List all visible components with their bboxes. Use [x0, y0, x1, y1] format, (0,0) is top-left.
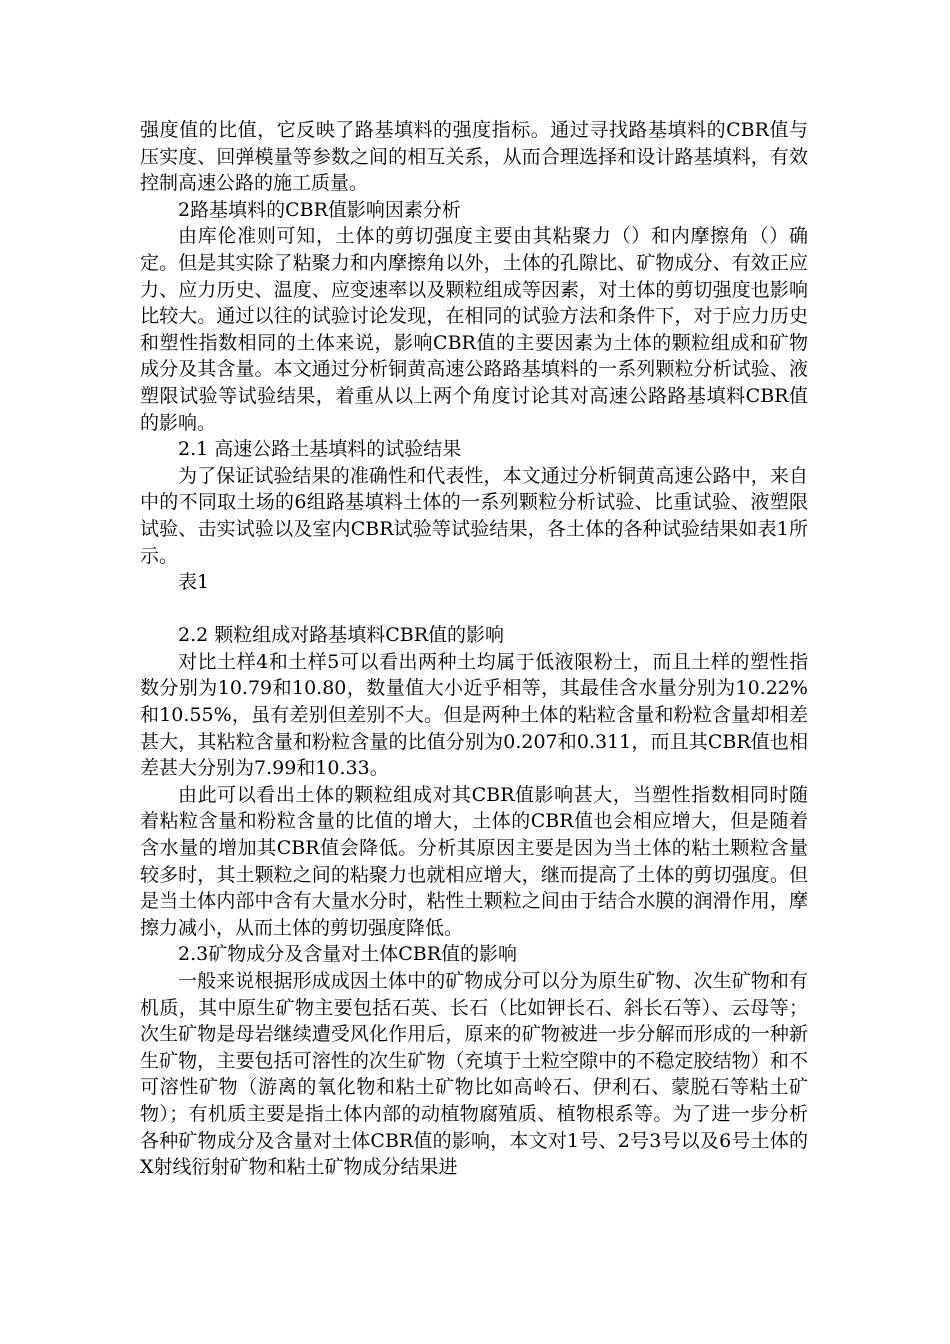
- paragraph-particle-analysis: 由此可以看出土体的颗粒组成对其CBR值影响甚大，当塑性指数相同时随着粘粒含量和粉粒含量的比值的增大，土体的CBR值也会相应增大，但是随着含水量的增加其CBR值会降低。分析其原因主要是因为当土体的粘土颗粒含量较多时，其土颗粒之间的粘聚力也就相应增大，继而提高了土体的剪切强度。但是当土体内部中含有大量水分时，粘性土颗粒之间由于结合水膜的润滑作用，摩擦力减小，从而土体的剪切强度降低。: [140, 783, 808, 939]
- table-placeholder: [140, 596, 808, 623]
- paragraph-sample-comparison: 对比土样4和土样5可以看出两种土均属于低液限粉土，而且土样的塑性指数分别为10.79和10.80，数量值大小近乎相等，其最佳含水量分别为10.22%和10.55%，虽有差别但差别不大。但是两种土体的粘粒含量和粉粒含量却相差甚大，其粘粒含量和粉粒含量的比值分别为0.207和0.311，而且其CBR值也相差甚大分别为7.99和10.33。: [140, 650, 808, 780]
- table-label: 表1: [178, 571, 210, 594]
- paragraph-test-results: 为了保证试验结果的准确性和代表性，本文通过分析铜黄高速公路中，来自中的不同取土场的6组路基填料土体的一系列颗粒分析试验、比重试验、液塑限试验、击实试验以及室内CBR试验等试验结果，各土体的各种试验结果如表1所示。: [140, 464, 808, 567]
- document-body: [140, 117, 808, 1181]
- section-heading-2-2: 2.2 颗粒组成对路基填料CBR值的影响: [178, 624, 505, 647]
- section-heading-2-3: 2.3矿物成分及含量对土体CBR值的影响: [178, 943, 518, 966]
- paragraph-coulomb-criterion: 由库伦准则可知，土体的剪切强度主要由其粘聚力（）和内摩擦角（）确定。但是其实除了粘聚力和内摩擦角以外，土体的孔隙比、矿物成分、有效正应力、应力历史、温度、应变速率以及颗粒组成等因素，对土体的剪切强度也影响比较大。通过以往的试验讨论发现，在相同的试验方法和条件下，对于应力历史和塑性指数相同的土体来说，影响CBR值的主要因素为土体的颗粒组成和矿物成分及其含量。本文通过分析铜黄高速公路路基填料的一系列颗粒分析试验、液塑限试验等试验结果，着重从以上两个角度讨论其对高速公路路基填料CBR值的影响。: [140, 225, 808, 434]
- section-heading-2-1: 2.1 高速公路土基填料的试验结果: [178, 438, 462, 461]
- paragraph-mineral-composition: 一般来说根据形成成因土体中的矿物成分可以分为原生矿物、次生矿物和有机质，其中原生矿物主要包括石英、长石（比如钾长石、斜长石等）、云母等；次生矿物是母岩继续遭受风化作用后，原来的矿物被进一步分解而形成的一种新生矿物，主要包括可溶性的次生矿物（充填于土粒空隙中的不稳定胶结物）和不可溶性矿物（游离的氧化物和粘土矿物比如高岭石、伊利石、蒙脱石等粘土矿物）；有机质主要是指土体内部的动植物腐殖质、植物根系等。为了进一步分析各种矿物成分及含量对土体CBR值的影响，本文对1号、2号3号以及6号土体的X射线衍射矿物和粘土矿物成分结果进: [140, 970, 808, 1179]
- section-heading-2: 2路基填料的CBR值影响因素分析: [178, 198, 461, 221]
- paragraph-intro-continuation: 强度值的比值，它反映了路基填料的强度指标。通过寻找路基填料的CBR值与压实度、回弹模量等参数之间的相互关系，从而合理选择和设计路基填料，有效控制高速公路的施工质量。: [140, 119, 808, 195]
